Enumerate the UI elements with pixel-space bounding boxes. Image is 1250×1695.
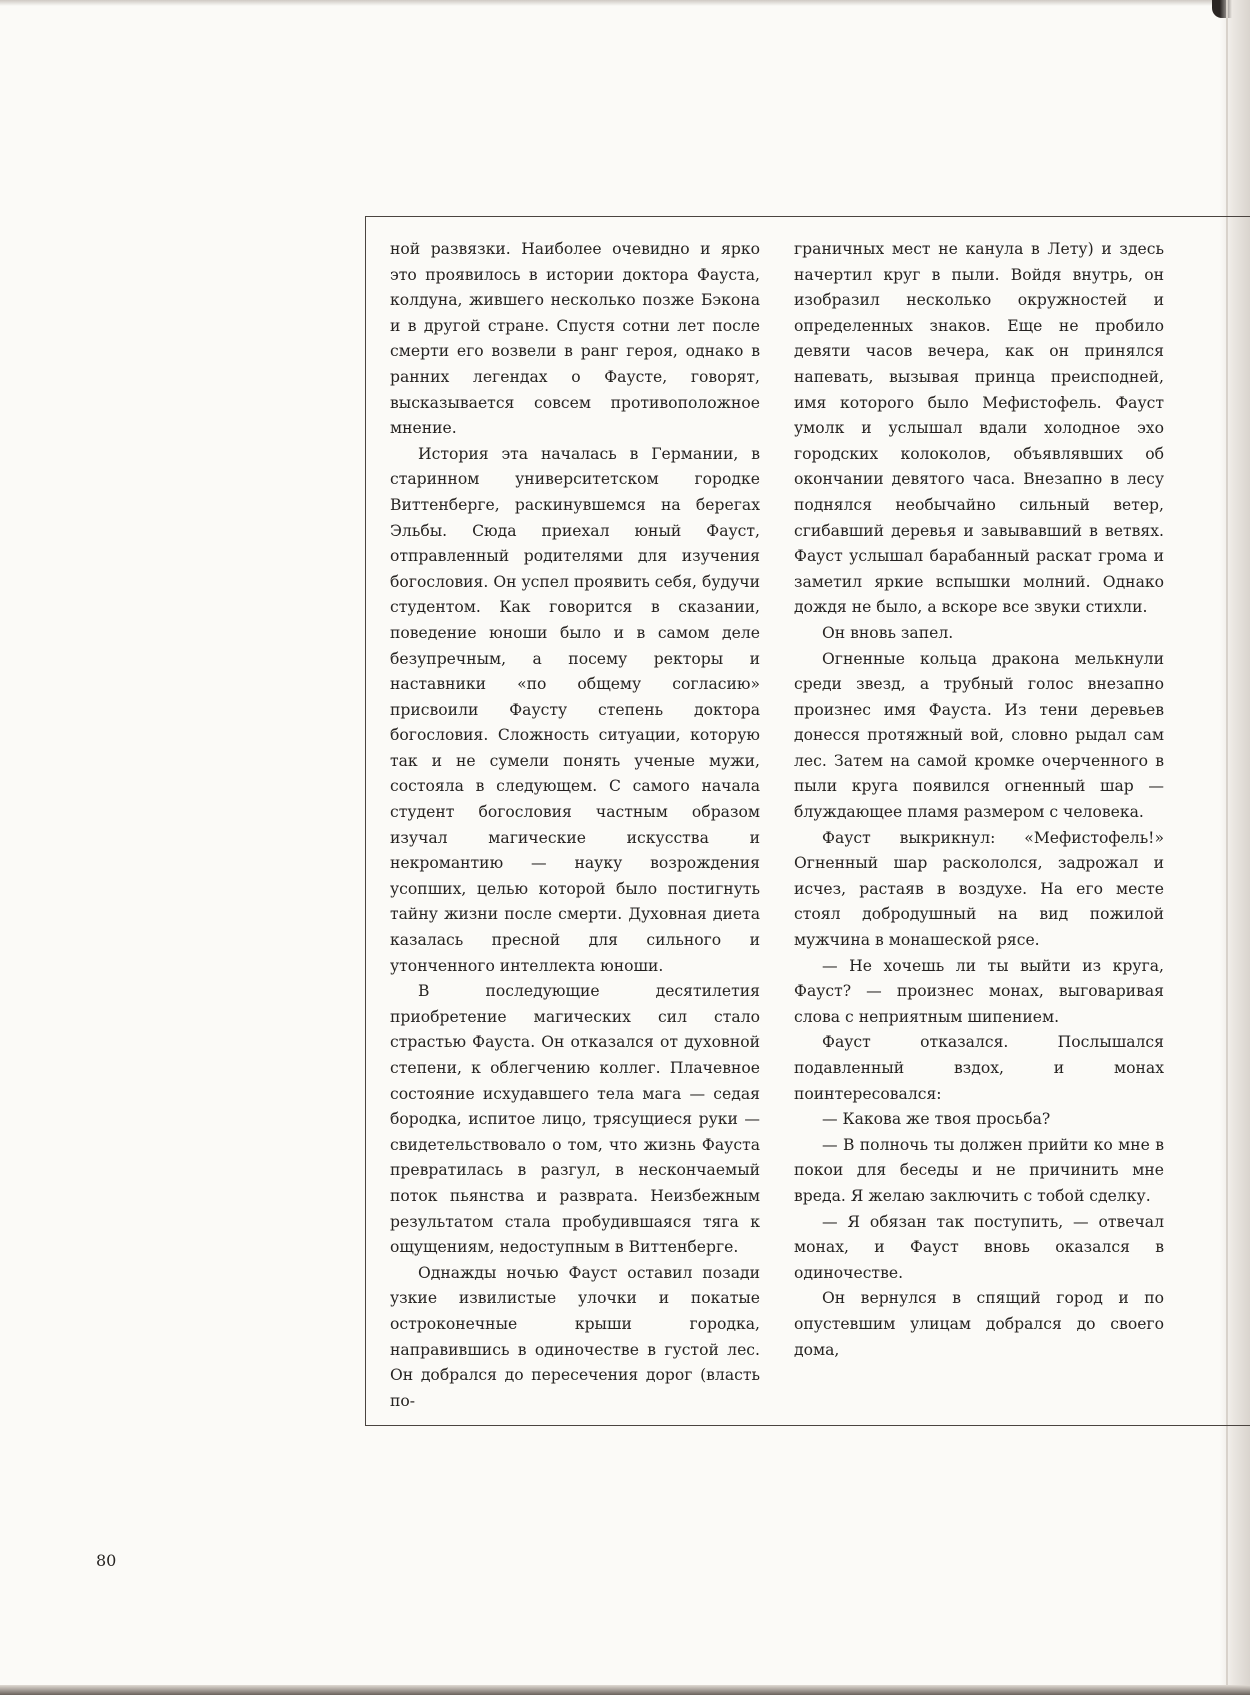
page-top-edge [0,0,1250,6]
paragraph: Фауст отказался. Послышался подавленный вздох, и монах поинтересовался: [794,1033,1164,1103]
paragraph: В последующие десятилетия приобретение магических сил стало страстью Фауста. Он отказался от духовной степени, к облегчению коллег. Плачевное состояние исхудавшего тела мага — седая бородка, испитое лицо, трясущиеся руки — свидетельствовало о том, что жизнь Фауста превратилась в разгул, в нескончаемый поток пьянства и разврата. Неизбежным результатом стала пробудившаяся тяга к ощущениям, недоступным в Виттенберге. [390,982,760,1257]
paragraph: Огненные кольца дракона мелькнули среди звезд, а трубный голос внезапно произнес имя Фауста. Из тени деревьев донесся протяжный вой, словно рыдал сам лес. Затем на самой кромке очерченного в пыли круга появился огненный шар — блуждающее пламя размером с человека. [794,649,1164,822]
paragraph: Однажды ночью Фауст оставил позади узкие извилистые улочки и покатые остроконечные крыши городка, направившись в одиночестве в густой лес. Он добрался до пересечения дорог (власть по- [390,1263,760,1410]
paragraph: ной развязки. Наиболее очевидно и ярко это проявилось в истории доктора Фауста, колдуна, жившего несколько позже Бэкона и в другой стране. Спустя сотни лет после смерти его возвели в ранг героя, однако в ранних легендах о Фаусте, говорят, высказывается совсем противоположное мнение. [390,240,760,438]
paragraph: граничных мест не канула в Лету) и здесь начертил круг в пыли. Войдя внутрь, он изобразил несколько окружностей и определенных знаков. Еще не пробило девяти часов вечера, как он принялся напевать, вызывая принца преисподней, имя которого было Мефистофель. Фауст умолк и услышал вдали холодное эхо городских колоколов, объявлявших об окончании девятого часа. Внезапно в лесу поднялся необычайно сильный ветер, сгибавший деревья и завывавший в ветвях. Фауст услышал барабанный раскат грома и заметил яркие вспышки молний. Однако дождя не было, а вскоре все звуки стихли. [794,240,1164,617]
paragraph: Он вновь запел. [822,623,954,642]
paragraph: — Какова же твоя просьба? [822,1110,1051,1129]
paragraph: — В полночь ты должен прийти ко мне в покои для беседы и не причинить мне вреда. Я желаю заключить с тобой сделку. [794,1135,1164,1205]
right-text-column [794,237,1164,1363]
paragraph: История эта началась в Германии, в старинном университетском городке Виттенберге, раскинувшемся на берегах Эльбы. Сюда приехал юный Фауст, отправленный родителями для изучения богословия. Он успел проявить себя, будучи студентом. Как говорится в сказании, поведение юноши было и в самом деле безупречным, а посему ректоры и наставники «по общему согласию» присвоили Фаусту степень доктора богословия. Сложность ситуации, которую так и не сумели понять ученые мужи, состояла в следующем. С самого начала студент богословия частным образом изучал магические искусства и некромантию — науку возрождения усопших, целью которой было постигнуть тайну жизни после смерти. Духовная диета казалась пресной для сильного и утонченного интеллекта юноши. [390,444,760,975]
paragraph: — Я обязан так поступить, — отвечал монах, и Фауст вновь оказался в одиночестве. [794,1212,1164,1282]
paragraph: — Не хочешь ли ты выйти из круга, Фауст? — произнес монах, выговаривая слова с неприятным шипением. [794,956,1164,1026]
left-text-column [390,237,760,1414]
paragraph: Фауст выкрикнул: «Мефистофель!» Огненный шар раскололся, задрожал и исчез, растаяв в воздухе. На его месте стоял добродушный на вид пожилой мужчина в монашеской рясе. [794,828,1164,950]
page-bottom-edge [0,1685,1250,1695]
paragraph: Он вернулся в спящий город и по опустевшим улицам добрался до своего дома, [794,1289,1164,1359]
page-number: 80 [96,1551,117,1570]
